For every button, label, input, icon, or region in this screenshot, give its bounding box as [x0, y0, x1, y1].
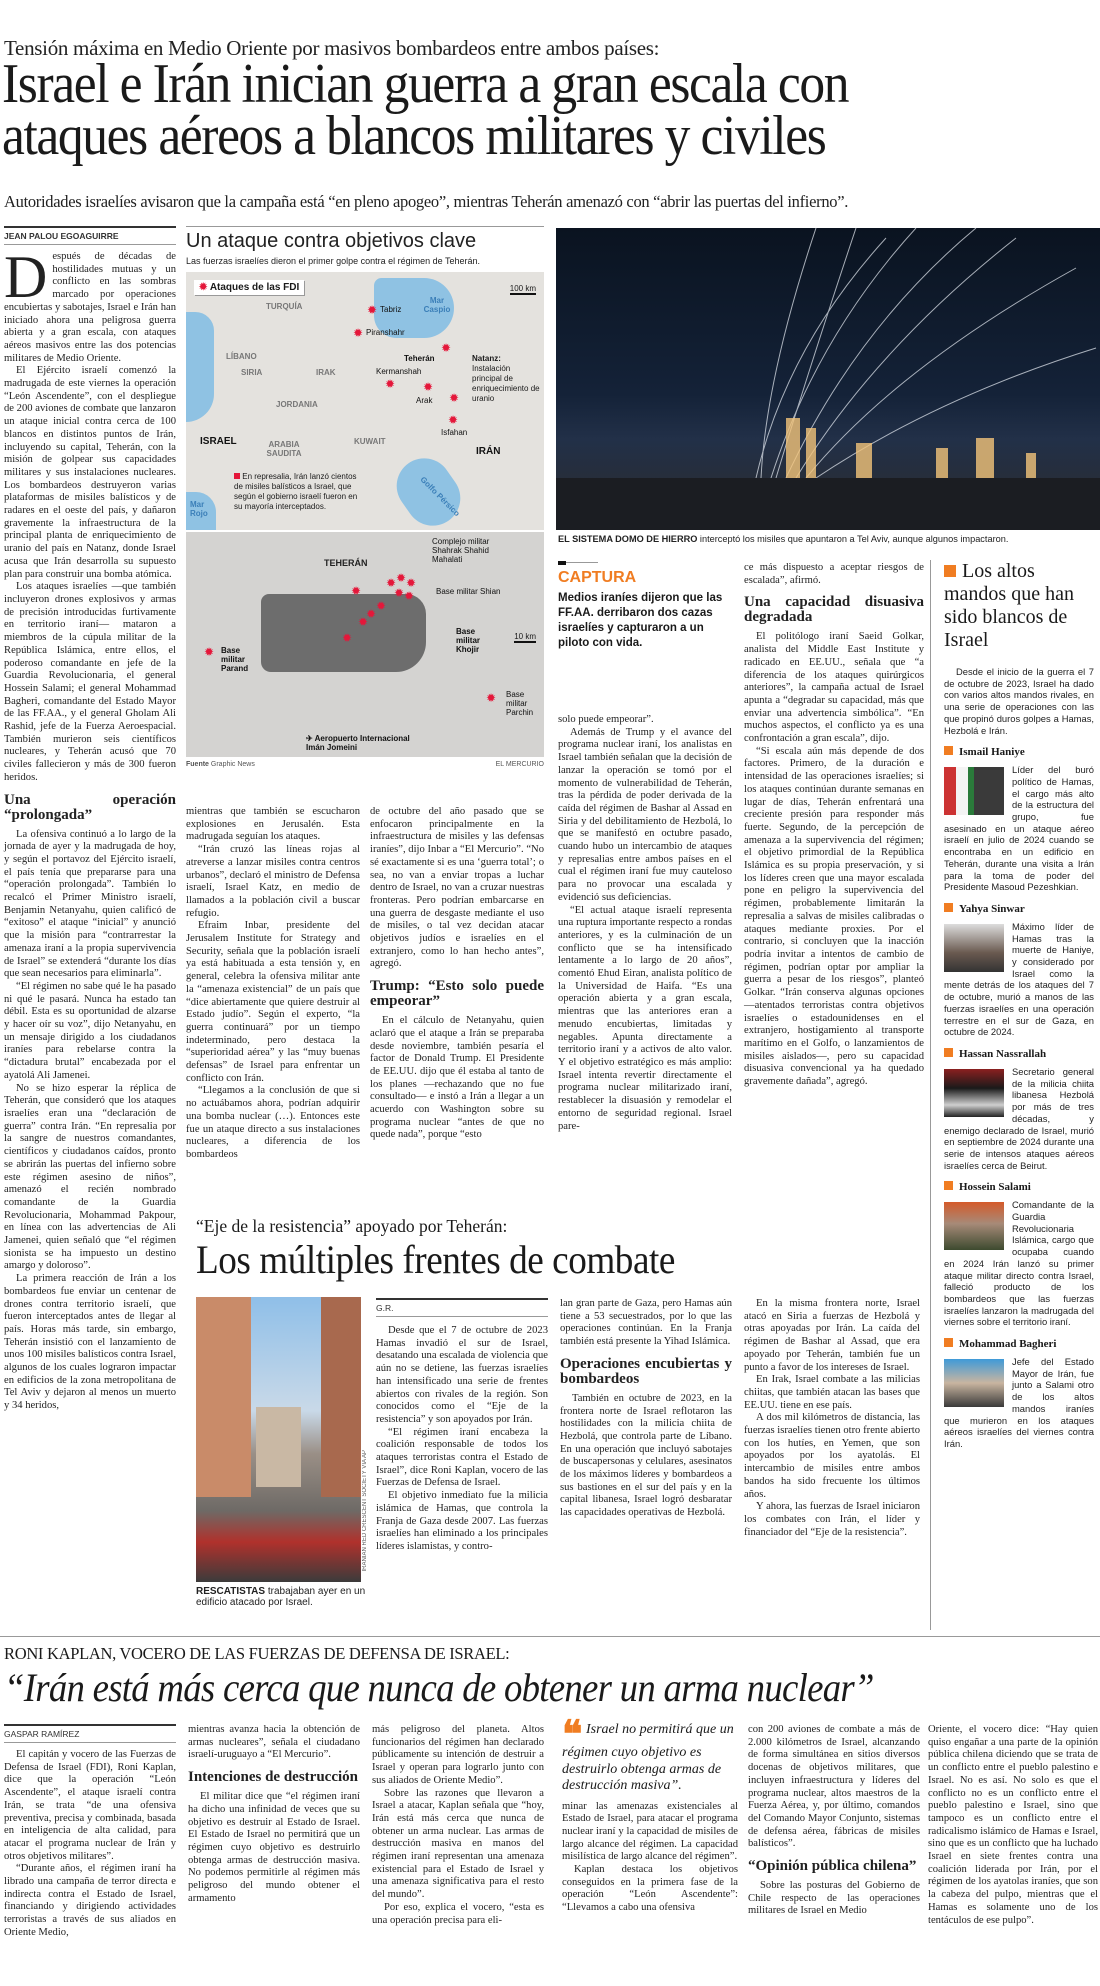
label-teheran: Teherán	[404, 354, 435, 363]
headline-line-1: Israel e Irán inician guerra a gran escala con	[2, 53, 849, 115]
paragraph: La ofensiva continuó a lo largo de la jornada de ayer y la madrugada de hoy, y según el portavoz del Ejército israelí, el país tenía que prepararse para una “operación prolongada”. También lo recalcó el Primer Ministro israelí, Benjamin Netanyahu, quien calificó de “exitoso” el ataque “inicial” y anunció que la misión para “contrarrestar la amenaza iraní a la propia supervivencia de Israel” se extenderá “durante los días que sean necesarios para eliminarla”.	[4, 828, 176, 980]
label-mar-rojo: Mar Rojo	[190, 500, 208, 518]
paragraph: El politólogo iraní Saeid Golkar, analista del Middle East Institute y radicado en EE.UU., señala que “a diferencia de los ataques quirúrgicos anteriores”, la campaña actual de Israel apunta a “degradar su capacidad, más que enviar una advertencia simbólica”. “En muchos aspectos, el conflicto ya es una confrontación a gran escala”, dijo.	[744, 631, 924, 745]
map-source: Fuente Graphic News EL MERCURIO	[186, 761, 544, 768]
quote-mark-icon: ❝	[562, 1714, 583, 1756]
person-name: Hossein Salami	[944, 1181, 1094, 1193]
label-kermanshah: Kermanshah	[376, 367, 422, 376]
main-story-col1	[4, 226, 176, 1413]
strike-icon: ✹	[366, 607, 377, 621]
natanz-note: Natanz: Instalación principal de enriquecimiento de uranio	[472, 354, 540, 403]
airplane-icon: ✈	[306, 734, 313, 743]
paragraph: de octubre del año pasado que se enfocaron principalmente en la infraestructura de misiles y las defensas iraníes”, dijo Inbar a “El Mercurio”. “No sé exactamente si es una ‘guerra total’; o sea, no van a enviar tropas a luchar dentro de Israel, no van a cruzar nuestras fronteras. Pero podrían embarcarse en una guerra de desgaste mediante el uso de misiles, o tal vez decidan atacar objetivos judíos e israelíes en el extranjero, como lo han hecho antes”, agregó.	[370, 806, 544, 970]
subhead-trump: Trump: “Esto solo puede empeorar”	[370, 978, 544, 1010]
paragraph: solo puede empeorar”.	[558, 714, 654, 725]
label-libano: LÍBANO	[226, 352, 257, 361]
paragraph: Los ataques israelíes —que también incluyeron drones explosivos y armas de precisión introducidas furtivamente en territorio iraní— mataron a miembros de la cúpula militar de la República Islámica, entre ellos, el poderoso comandante en jefe de la Guardia Revolucionaria, el general Hossein Salami; el general Mohammad Bagheri, comandante del Estado Mayor de las FF.AA., y el general Gholam Ali Rashid, jefe de la Fuerza Aeroespacial. También murieron seis científicos nucleares, y Teherán acusó que 70 civiles fallecieron y más de 300 fueron heridos.	[4, 581, 176, 783]
paragraph: El capitán y vocero de las Fuerzas de Defensa de Israel (FDI), Roni Kaplan, dice que la operación “León Ascendente”, el ataque israelí contra Irán, se trata “de una ofensiva preventiva, precisa y combinada, basada en inteligencia de alta calidad, para atacar el programa nuclear de Irán y otros objetivos militares”.	[4, 1749, 176, 1862]
orange-square-icon	[944, 1048, 953, 1057]
label-parand: Base militar Parand	[221, 646, 249, 673]
strike-icon: ✹	[367, 303, 378, 317]
subhead-opinion: “Opinión pública chilena”	[748, 1858, 917, 1875]
strike-icon: ✹	[342, 631, 353, 645]
strike-icon: ✹	[358, 615, 369, 629]
strike-icon: ✹	[441, 341, 452, 355]
interview-col1	[4, 1724, 176, 1940]
paragraph: “Durante años, el régimen iraní ha librado una campaña de terror directa e indirecta contra el Estado de Israel, financiando y dirigiendo actividades terroristas a través de sus aliados en Oriente Medio,	[4, 1863, 176, 1938]
paragraph: Kaplan destaca los objetivos conseguidos en la primera fase de la operación “León Ascendente”: “Llevamos a cabo una ofensiva	[562, 1864, 738, 1914]
person-entry: Jefe del Estado Mayor de Irán, fue junto a Salami otro de los altos mandos iraníes que murieron en los ataques aéreos israelíes del viernes contra Irán.	[944, 1356, 1094, 1449]
paragraph: En Irak, Israel combate a las milicias chiitas, que también atacan las bases que EE.UU. tiene en ese país.	[744, 1374, 920, 1411]
building-left	[196, 1297, 251, 1497]
byline-gaspar: GASPAR RAMÍREZ	[4, 1724, 176, 1743]
sidebar-intro: Desde el inicio de la guerra el 7 de octubre de 2023, Israel ha dado con varios altos mandos rivales, en una serie de operaciones con las que propinó duros golpes a Hamas, Hezbolá e Irán.	[944, 666, 1094, 736]
orange-square-icon	[944, 746, 953, 755]
paragraph: No se hizo esperar la réplica de Teherán, que consideró que los ataques israelíes eran una “declaración de guerra” contra Irán. “En represalia por la sangre de nuestros comandantes, científicos y ciudadanos caídos, pronto se abrirán las puertas del infierno sobre este régimen asesino de niños”, amenazó el recién nombrado comandante de la Guardia Revolucionaria, Mohammad Pakpour, en línea con las advertencias de Ali Jamenei, quien señaló que “el régimen sionista se ha impuesto un destino amargo y doloroso”.	[4, 1082, 176, 1272]
map-legend: ✹ Ataques de las FDI	[194, 280, 304, 295]
paragraph: Desde que el 7 de octubre de 2023 Hamas invadió el sur de Israel, desatando una escalada de violencia que aún no se detiene, las fuerzas israelíes han intensificado una serie de frentes abiertos con rivales de la región. Son conocidos como el “Eje de la resistencia” y son apoyados por Irán.	[376, 1325, 548, 1425]
fronts-kicker: “Eje de la resistencia” apoyado por Teherán:	[196, 1216, 508, 1236]
paragraph: Sobre las razones que llevaron a Israel a atacar, Kaplan señala que “hoy, Irán está más cerca que nunca de obtener un arma nuclear. Las armas de destrucción masiva en manos del régimen iraní representan una amenaza existencial para el Estado de Israel y una amenaza significativa para el resto del mundo”.	[372, 1787, 544, 1901]
paragraph: A dos mil kilómetros de distancia, las fuerzas israelíes tienen otro frente abierto con los hutíes, en Yemen, que son apoyados por los ayatolás. El intercambio de misiles entre ambos bandos ha sido frecuente los últimos años.	[744, 1412, 920, 1500]
subhead-operaciones: Operaciones encubiertas y bombardeos	[560, 1355, 732, 1387]
paragraph: ce más dispuesto a aceptar riesgos de escalada”, afirmó.	[744, 562, 924, 586]
interview-col4	[562, 1714, 738, 1915]
label-israel: ISRAEL	[200, 436, 237, 447]
portrait-bagheri	[944, 1359, 1004, 1407]
person-entry: Líder del buró político de Hamas, el cargo más alto de la estructura del grupo, fue asesinado en un ataque aéreo israelí en julio de 2024 cuando se encontraba en un edificio en Teherán, durante una visita a Irán para la toma de poder del Presidente Masoud Pezeshkian.	[944, 764, 1094, 893]
label-teheran-city: TEHERÁN	[324, 558, 368, 568]
label-iran: IRÁN	[476, 446, 501, 457]
paragraph: Y ahora, las fuerzas de Israel iniciaron los combates con Irán, el líder y financiador del “Eje de la resistencia”.	[744, 1501, 920, 1538]
orange-square-icon	[944, 1338, 953, 1347]
fronts-col3	[744, 1298, 920, 1539]
subhead-capacidad: Una capacidad disuasiva degradada	[744, 594, 924, 626]
strike-icon: ✹	[396, 571, 407, 585]
dropcap: D	[4, 244, 48, 310]
main-story-col3	[370, 806, 544, 1142]
capture-label: CAPTURA	[558, 569, 637, 586]
missile-trails-graphic	[556, 228, 1100, 530]
scale-bar: 100 km	[509, 284, 536, 293]
strike-icon: ✹	[486, 691, 497, 705]
label-golfo-persico: Golfo Pérsico	[418, 474, 462, 519]
paragraph: Además de Trump y el avance del programa nuclear iraní, los analistas en Israel también señalan que la decisión de lanzar la operación se tomó por el momento de vulnerabilidad de Teherán, tras la pérdida de poder derivada de la caída del régimen de Bashar al Assad en Siria y del debilitamiento de Hezbolá, lo que se manifestó en octubre pasado, cuando hubo un intercambio de ataques y represalias entre ambos países en el cual el régimen iraní fue muy cauteloso para no provocar una escalada y evidenció sus deficiencias.	[558, 726, 732, 903]
label-airport: ✈ Aeropuerto Internacional Imán Jomeini	[306, 734, 410, 752]
byline: JEAN PALOU EGOAGUIRRE	[4, 226, 176, 245]
strike-icon: ✹	[448, 413, 459, 427]
paragraph: con 200 aviones de combate a más de 2.000 kilómetros de Israel, alcanzando de forma simultánea en sitios diversos docenas de objetivos militares, que incluyen infraestructura y líderes del programa nuclear, altos maestros de la Fuerza Aérea, y, por último, comandos del Comando Mayor Conjunto, sistemas de defensa aérea, fábricas de misiles balísticos”.	[748, 1724, 920, 1850]
paragraph: En el cálculo de Netanyahu, quien aclaró que el ataque a Irán se preparaba desde noviembre, también pesaría el factor de Donald Trump. El Presidente de EE.UU. dijo que él estaba al tanto de los planes —rechazando que no fue consultado— e instó a Irán a llegar a un acuerdo con Washington sobre su programa nuclear “antes de que no quede nada”, porque “esto	[370, 1015, 544, 1141]
main-story-col4	[558, 714, 732, 1133]
top-kicker: Tensión máxima en Medio Oriente por masivos bombardeos entre ambos países:	[4, 36, 660, 60]
label-khojir: Base militar Khojir	[456, 627, 481, 654]
paragraph: lan gran parte de Gaza, pero Hamas aún tiene a 53 secuestrados, por lo que las operaciones continúan. En la Franja también está presente la Yihad Islámica.	[560, 1298, 732, 1348]
sidebar-title: Los altos mandos que han sido blancos de Israel	[944, 560, 1074, 651]
interview-col3	[372, 1724, 544, 1927]
label-tabriz: Tabriz	[380, 305, 402, 314]
person-entry: Comandante de la Guardia Revolucionaria Islámica, cargo que ocupaba cuando en 2024 Irán lanzó su primer ataque militar directo contra Israel, falleció producto de los bombardeos que las fuerzas israelíes lanzaron la madrugada del viernes sobre el territorio iraní.	[944, 1199, 1094, 1328]
main-story-col5	[744, 562, 924, 1089]
strike-icon: ✹	[199, 282, 208, 293]
orange-square-icon	[944, 1181, 953, 1190]
label-isfahan: Isfahan	[441, 428, 468, 437]
interview-col6	[928, 1724, 1098, 1927]
portrait-nassrallah	[944, 1069, 1004, 1117]
map-credit: EL MERCURIO	[495, 761, 544, 768]
paragraph: También en octubre de 2023, en la frontera norte de Israel reflotaron las hostilidades con la milicia chiita de Hezbolá, que controla parte de Líbano. En una operación que incluyó sabotajes de buscapersonas y celulares, asesinatos de los máximos líderes y bombardeos a sus bastiones en el sur del país y en la capital libanesa, Israel logró desbaratar las capacidades operativas de Hezbolá.	[560, 1392, 732, 1519]
strike-icon: ✹	[386, 576, 397, 590]
paragraph: más peligroso del planeta. Altos funcionarios del régimen han declarado públicamente su intención de destruir a Israel y operan para lograrlo junto con sus aliados de Oriente Medio”.	[372, 1724, 544, 1786]
label-irak: IRAK	[316, 368, 336, 377]
person-entry: Secretario general de la milicia chiita libanesa Hezbolá por más de tres décadas, y enemigo declarado de Israel, murió en septiembre de 2024 durante una serie de intensos ataques aéreos israelíes cerca de Beirut.	[944, 1065, 1094, 1171]
byline-gr: G.R.	[376, 1298, 548, 1317]
capture-text: Medios iraníes dijeron que las FF.AA. derribaron dos cazas israelíes y capturaron a un piloto con vida.	[558, 592, 723, 649]
paragraph: espués de décadas de hostilidades mutuas y un conflicto en las sombras marcado por operaciones encubiertas y sabotajes, Israel e Irán han iniciado ahora una peligrosa guerra abierta y a gran escala, con ataques aéreos masivos entre las dos potencias militares de Medio Oriente.	[4, 251, 176, 364]
strike-icon: ✹	[394, 586, 405, 600]
iron-dome-caption: EL SISTEMA DOMO DE HIERRO interceptó los misiles que apuntaron a Tel Aviv, aunque algunos impactaron.	[558, 534, 1009, 544]
strike-icon: ✹	[351, 584, 362, 598]
main-headline	[2, 53, 1088, 167]
building-center	[256, 1407, 301, 1487]
paragraph: El objetivo inmediato fue la milicia islámica de Hamas, que controla la Franja de Gaza desde 2007. Las fuerzas israelíes han eliminado a los principales líderes islamistas, y contro-	[376, 1490, 548, 1552]
headline-line-2: ataques aéreos a blancos militares y civiles	[2, 105, 826, 167]
strike-icon: ✹	[423, 380, 434, 394]
paragraph: “Si escala aún más depende de dos factores. Primero, de la duración e intensidad de las operaciones israelíes; si los ataques continúan durante semanas en lugar de días, Teherán enfrentará una creciente presión para responder más fuerte. Segundo, de la percepción de amenaza a la supervivencia del régimen; el objetivo primordial de la República Islámica es su propia preservación, y si los líderes creen que una mayor escalada pone en peligro la supervivencia del régimen, probablemente limitarán la represalia a salvas de misiles calibradas o ataques mediante proxies. Por el contrario, si concluyen que la inacción podría invitar a intentos de cambio de régimen, podrían optar por ampliar la guerra a pesar de los riesgos”, planteó Golkar. “Irán conserva algunas opciones —atentados terroristas contra objetivos israelíes o estadounidenses en el extranjero, hostigamiento al transporte marítimo en el Golfo, o lanzamientos de misiles aislados—, pero su capacidad disuasiva convencional ya ha quedado gravemente dañada”, agregó.	[744, 745, 924, 1088]
photo-credit: IRANIAN RED CRESCENT SOCIETY VIA AP	[362, 1450, 368, 1572]
person-name: Hassan Nassrallah	[944, 1048, 1094, 1060]
paragraph: “Irán cruzó las líneas rojas al atreverse a lanzar misiles contra centros urbanos”, declaró el ministro de Defensa israelí, Israel Katz, en medio de llamados a la población civil a buscar refugio.	[186, 844, 360, 919]
person-name: Mohammad Bagheri	[944, 1338, 1094, 1350]
map-title: Un ataque contra objetivos clave	[186, 226, 544, 253]
rescuers-photo	[196, 1297, 361, 1582]
map-subtitle: Las fuerzas israelíes dieron el primer golpe contra el régimen de Teherán.	[186, 256, 480, 266]
capture-box	[558, 562, 728, 651]
label-jordania: JORDANIA	[276, 400, 318, 409]
paragraph: Sobre las posturas del Gobierno de Chile respecto de las operaciones militares de Israel en Medio	[748, 1880, 920, 1917]
section-divider	[0, 1636, 1100, 1637]
retaliation-note: En represalia, Irán lanzó cientos de misiles balísticos a Israel, que según el gobierno israelí fueron en su mayoría interceptados.	[234, 472, 358, 511]
paragraph: Efraim Inbar, presidente del Jerusalem Institute for Strategy and Security, señala que la población israelí ya está habituada a esta tensión y, en general, celebra la ofensiva militar ante la “amenaza existencial” de un país que “dice abiertamente que quiere destruir al Estado judío”. Según el experto, “la guerra continuará” por un tiempo indeterminado, pero destaca la “superioridad aérea” y las “muy buenas defensas” de Israel para enfrentar un conflicto con Irán.	[186, 920, 360, 1084]
subhead-operacion-prolongada: Una operación “prolongada”	[4, 791, 176, 823]
pullquote: ❝ Israel no permitirá que un régimen cuyo objetivo es destruirlo obtenga armas de destrucción masiva”.	[562, 1714, 734, 1793]
paragraph: La primera reacción de Irán a los bombardeos fue enviar un centenar de drones contra territorio israelí, que fueron interceptados antes de llegar al país. Horas más tarde, sin embargo, Teherán insistió con el lanzamiento de unos 100 misiles balísticos contra Israel, algunos de los cuales lograron impactar en edificios de la zona metropolitana de Tel Aviv y dejaron al menos un muerto y 34 heridos,	[4, 1273, 176, 1412]
person-name: Yahya Sinwar	[944, 903, 1094, 915]
label-piranshahr: Piranshahr	[366, 328, 405, 337]
label-mar-caspio: Mar Caspio	[423, 296, 451, 314]
map-graphic	[186, 226, 544, 768]
strike-icon: ✹	[406, 576, 417, 590]
label-shian: Base militar Shian	[436, 587, 501, 596]
fronts-headline: Los múltiples frentes de combate	[196, 1237, 675, 1282]
portrait-haniye	[944, 767, 1004, 815]
paragraph: El Ejército israelí comenzó la madrugada de este viernes la operación “León Ascendente”, con el despliegue de 200 aviones de combate que lanzaron un ataque inicial contra cerca de 100 blancos en distintos puntos de Irán, incluyendo su capital, Teherán, con la misión de golpear sus capacidades militares y sus instalaciones nucleares. Los bombardeos destruyeron varias plataformas de misiles balísticos y de radares en el oeste del país, y dañaron gravemente la infraestructura de la principal planta de enriquecimiento de uranio del país en Natanz, donde Israel acusa que Irán desarrolla su supuesto plan para construir una bomba atómica.	[4, 365, 176, 580]
paragraph: El militar dice que “el régimen iraní ha dicho una infinidad de veces que su objetivo es destruir al Estado de Israel. El Estado de Israel no permitirá que un régimen cuyo objetivo es destruirlo obtenga armas de destrucción masiva. No podemos permitirle al régimen más peligroso del mundo obtener el armamento	[188, 1791, 360, 1904]
interview-col5	[748, 1724, 920, 1918]
strike-icon: ✹	[404, 589, 415, 603]
paragraph: minar las amenazas existenciales al Estado de Israel, para atacar el programa nuclear iraní y la capacidad de misiles de largo alcance del régimen. La capacidad misilística de largo alcance del régimen”.	[562, 1800, 738, 1863]
fronts-col2	[560, 1298, 732, 1520]
scale-bar-10km: 10 km	[514, 632, 536, 641]
strike-icon: ✹	[449, 391, 460, 405]
interview-headline: “Irán está más cerca que nunca de obtener un arma nuclear”	[4, 1665, 874, 1710]
label-turquia: TURQUÍA	[266, 302, 303, 311]
iron-dome-photo	[556, 228, 1100, 530]
missile-marker-icon	[234, 473, 240, 479]
label-siria: SIRIA	[241, 368, 263, 377]
mediterranean-sea	[186, 312, 214, 422]
label-arak: Arak	[416, 396, 433, 405]
portrait-salami	[944, 1202, 1004, 1250]
orange-square-icon	[944, 565, 956, 577]
strike-icon: ✹	[353, 326, 364, 340]
fronts-col1	[376, 1298, 548, 1554]
sidebar-high-commanders	[944, 560, 1094, 1450]
person-entry: Máximo líder de Hamas tras la muerte de Haniye, y considerado por Israel como la mente detrás de los ataques del 7 de octubre, murió a manos de las fuerzas israelíes en una operación terrestre en el sur de Gaza, en octubre de 2024.	[944, 920, 1094, 1038]
building-right	[321, 1297, 361, 1497]
regional-map	[186, 272, 544, 530]
strike-icon: ✹	[376, 599, 387, 613]
paragraph: Oriente, el vocero dice: “Hay quien quiso engañar a una parte de la opinión pública chilena diciendo que se trata de un conflicto entre el pueblo palestino e Israel. No es así. No solo es que el conflicto no es un conflicto entre el pueblo palestino e Israel, sino que tampoco es un conflicto entre el radicalismo islámico de Hamas e Israel, sino que es un conflicto que ha luchado Israel en siete frentes contra una coalición liderada por Irán, por el régimen de los ayatolas iraníes, que son la cabeza del pulpo, mientras que el Hamas es solamente uno de los tentáculos de ese pulpo”.	[928, 1724, 1098, 1926]
label-shahrak: Complejo militar Shahrak Shahid Mahalati	[432, 537, 490, 564]
orange-square-icon	[944, 903, 953, 912]
person-name: Ismail Haniye	[944, 746, 1094, 758]
main-story-col2	[186, 806, 360, 1162]
paragraph: Por eso, explica el vocero, “esta es una operación precisa para eli-	[372, 1901, 544, 1926]
tehran-map	[186, 532, 544, 757]
paragraph: “El actual ataque israelí representa una ruptura importante respecto a rondas anteriores, y es la culminación de un conflicto que se ha intensificado lentamente a lo largo de 20 años”, comentó Ehud Eiran, analista político de la Universidad de Haifa. “Es una operación abierta y a gran escala, mientras que las anteriores eran a menudo encubiertas, limitadas y negables. Apunta directamente a territorio iraní y a activos de alto valor. Y el objetivo estratégico es más amplio: Israel intenta revertir directamente el programa nuclear militarizado iraní, restablecer la disuasión y remodelar el entorno de seguridad regional. Israel pare-	[558, 904, 732, 1132]
paragraph: mientras avanza hacia la obtención de armas nucleares”, señala el ciudadano israelí-uruguayo a “El Mercurio”.	[188, 1724, 360, 1761]
sidebar-divider	[930, 560, 931, 1630]
deck: Autoridades israelíes avisaron que la campaña está “en pleno apogeo”, mientras Teherán amenazó con “abrir las puertas del infierno”.	[4, 192, 849, 211]
paragraph: “El régimen no sabe qué le ha pasado ni qué le pasará. Nunca ha estado tan débil. Esta es su oportunidad de alzarse y hacer oír su voz”, dijo Netanyahu, en un mensaje dirigido a los ciudadanos iraníes para rebelarse contra la “dictadura brutal” encabezada por el ayatolá Ali Jamenei.	[4, 980, 176, 1081]
label-kuwait: KUWAIT	[354, 437, 386, 446]
paragraph: mientras que también se escucharon explosiones en Jerusalén. Esta madrugada seguían los ataques.	[186, 806, 360, 843]
interview-col2	[188, 1724, 360, 1905]
label-parchin: Base militar Parchin	[506, 690, 534, 717]
paragraph: “El régimen iraní encabeza la coalición responsable de todos los ataques terroristas contra el Estado de Israel”, dice Roni Kaplan, vocero de las Fuerzas de Defensa de Israel.	[376, 1426, 548, 1489]
portrait-sinwar	[944, 924, 1004, 972]
strike-icon: ✹	[385, 377, 396, 391]
rescuers-caption: RESCATISTAS trabajaban ayer en un edificio atacado por Israel.	[196, 1586, 366, 1608]
capture-rule	[558, 562, 598, 563]
paragraph: En la misma frontera norte, Israel atacó en Siria a fuerzas de Hezbolá y otras apoyadas por Irán. La caída del régimen de Bashar al Assad, que era apoyado por Teherán, también fue un punto a favor de los intereses de Israel.	[744, 1298, 920, 1373]
paragraph: “Llegamos a la conclusión de que si no actuábamos ahora, podrían adquirir una bomba nuclear (…). Entonces este fue un ataque directo a sus instalaciones nucleares, a diferencia de los bombardeos	[186, 1085, 360, 1160]
label-arabia-saudita: ARABIA SAUDITA	[266, 440, 302, 458]
strike-icon: ✹	[204, 645, 215, 659]
subhead-intenciones: Intenciones de destrucción	[188, 1769, 358, 1786]
interview-kicker: RONI KAPLAN, VOCERO DE LAS FUERZAS DE DEFENSA DE ISRAEL:	[4, 1644, 510, 1663]
